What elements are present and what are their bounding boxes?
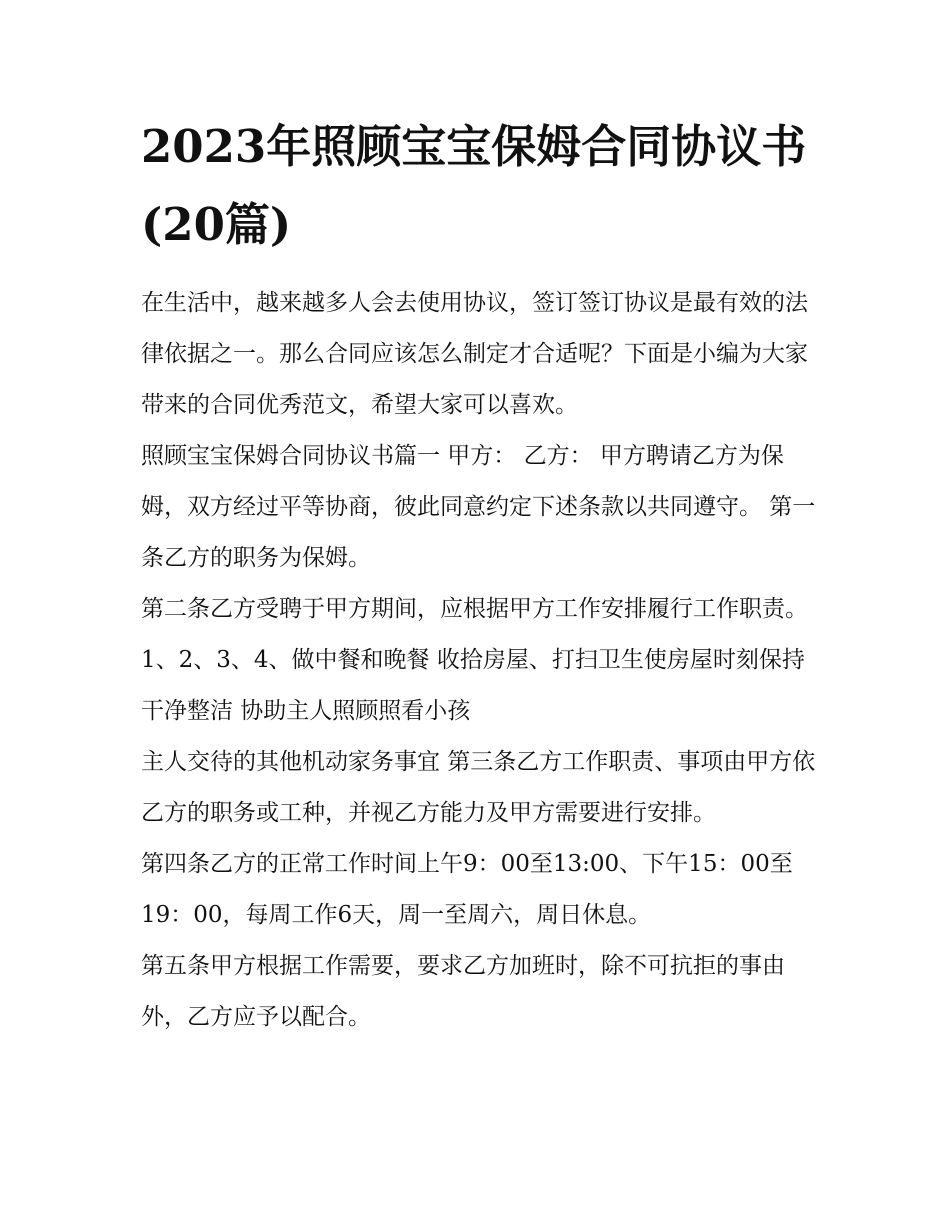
paragraph-article-5: 第五条甲方根据工作需要，要求乙方加班时，除不可抗拒的事由外，乙方应予以配合。 <box>141 953 785 1030</box>
paragraph-intro: 在生活中，越来越多人会去使用协议，签订签订协议是最有效的法律依据之一。那么合同应该怎么制定才合适呢？下面是小编为大家带来的合同优秀范文，希望大家可以喜欢。 <box>141 290 808 418</box>
paragraph-article-2: 第二条乙方受聘于甲方期间，应根据甲方工作安排履行工作职责。1、2、3、4、做中餐和晚餐 收拾房屋、打扫卫生使房屋时刻保持干净整洁 协助主人照顾照看小孩 <box>141 596 808 724</box>
document-title: 2023年照顾宝宝保姆合同协议书(20篇) <box>141 120 807 251</box>
paragraph-article-4: 第四条乙方的正常工作时间上午9：00至13:00、下午15：00至19：00，每周工作6天，周一至周六，周日休息。 <box>141 851 793 928</box>
paragraph-article-1: 照顾宝宝保姆合同协议书篇一 甲方： 乙方： 甲方聘请乙方为保姆，双方经过平等协商，彼此同意约定下述条款以共同遵守。 第一条乙方的职务为保姆。 <box>141 443 816 571</box>
paragraph-article-3: 主人交待的其他机动家务事宜 第三条乙方工作职责、事项由甲方依乙方的职务或工种，并视乙方能力及甲方需要进行安排。 <box>141 749 816 826</box>
document-page <box>141 108 821 1043</box>
